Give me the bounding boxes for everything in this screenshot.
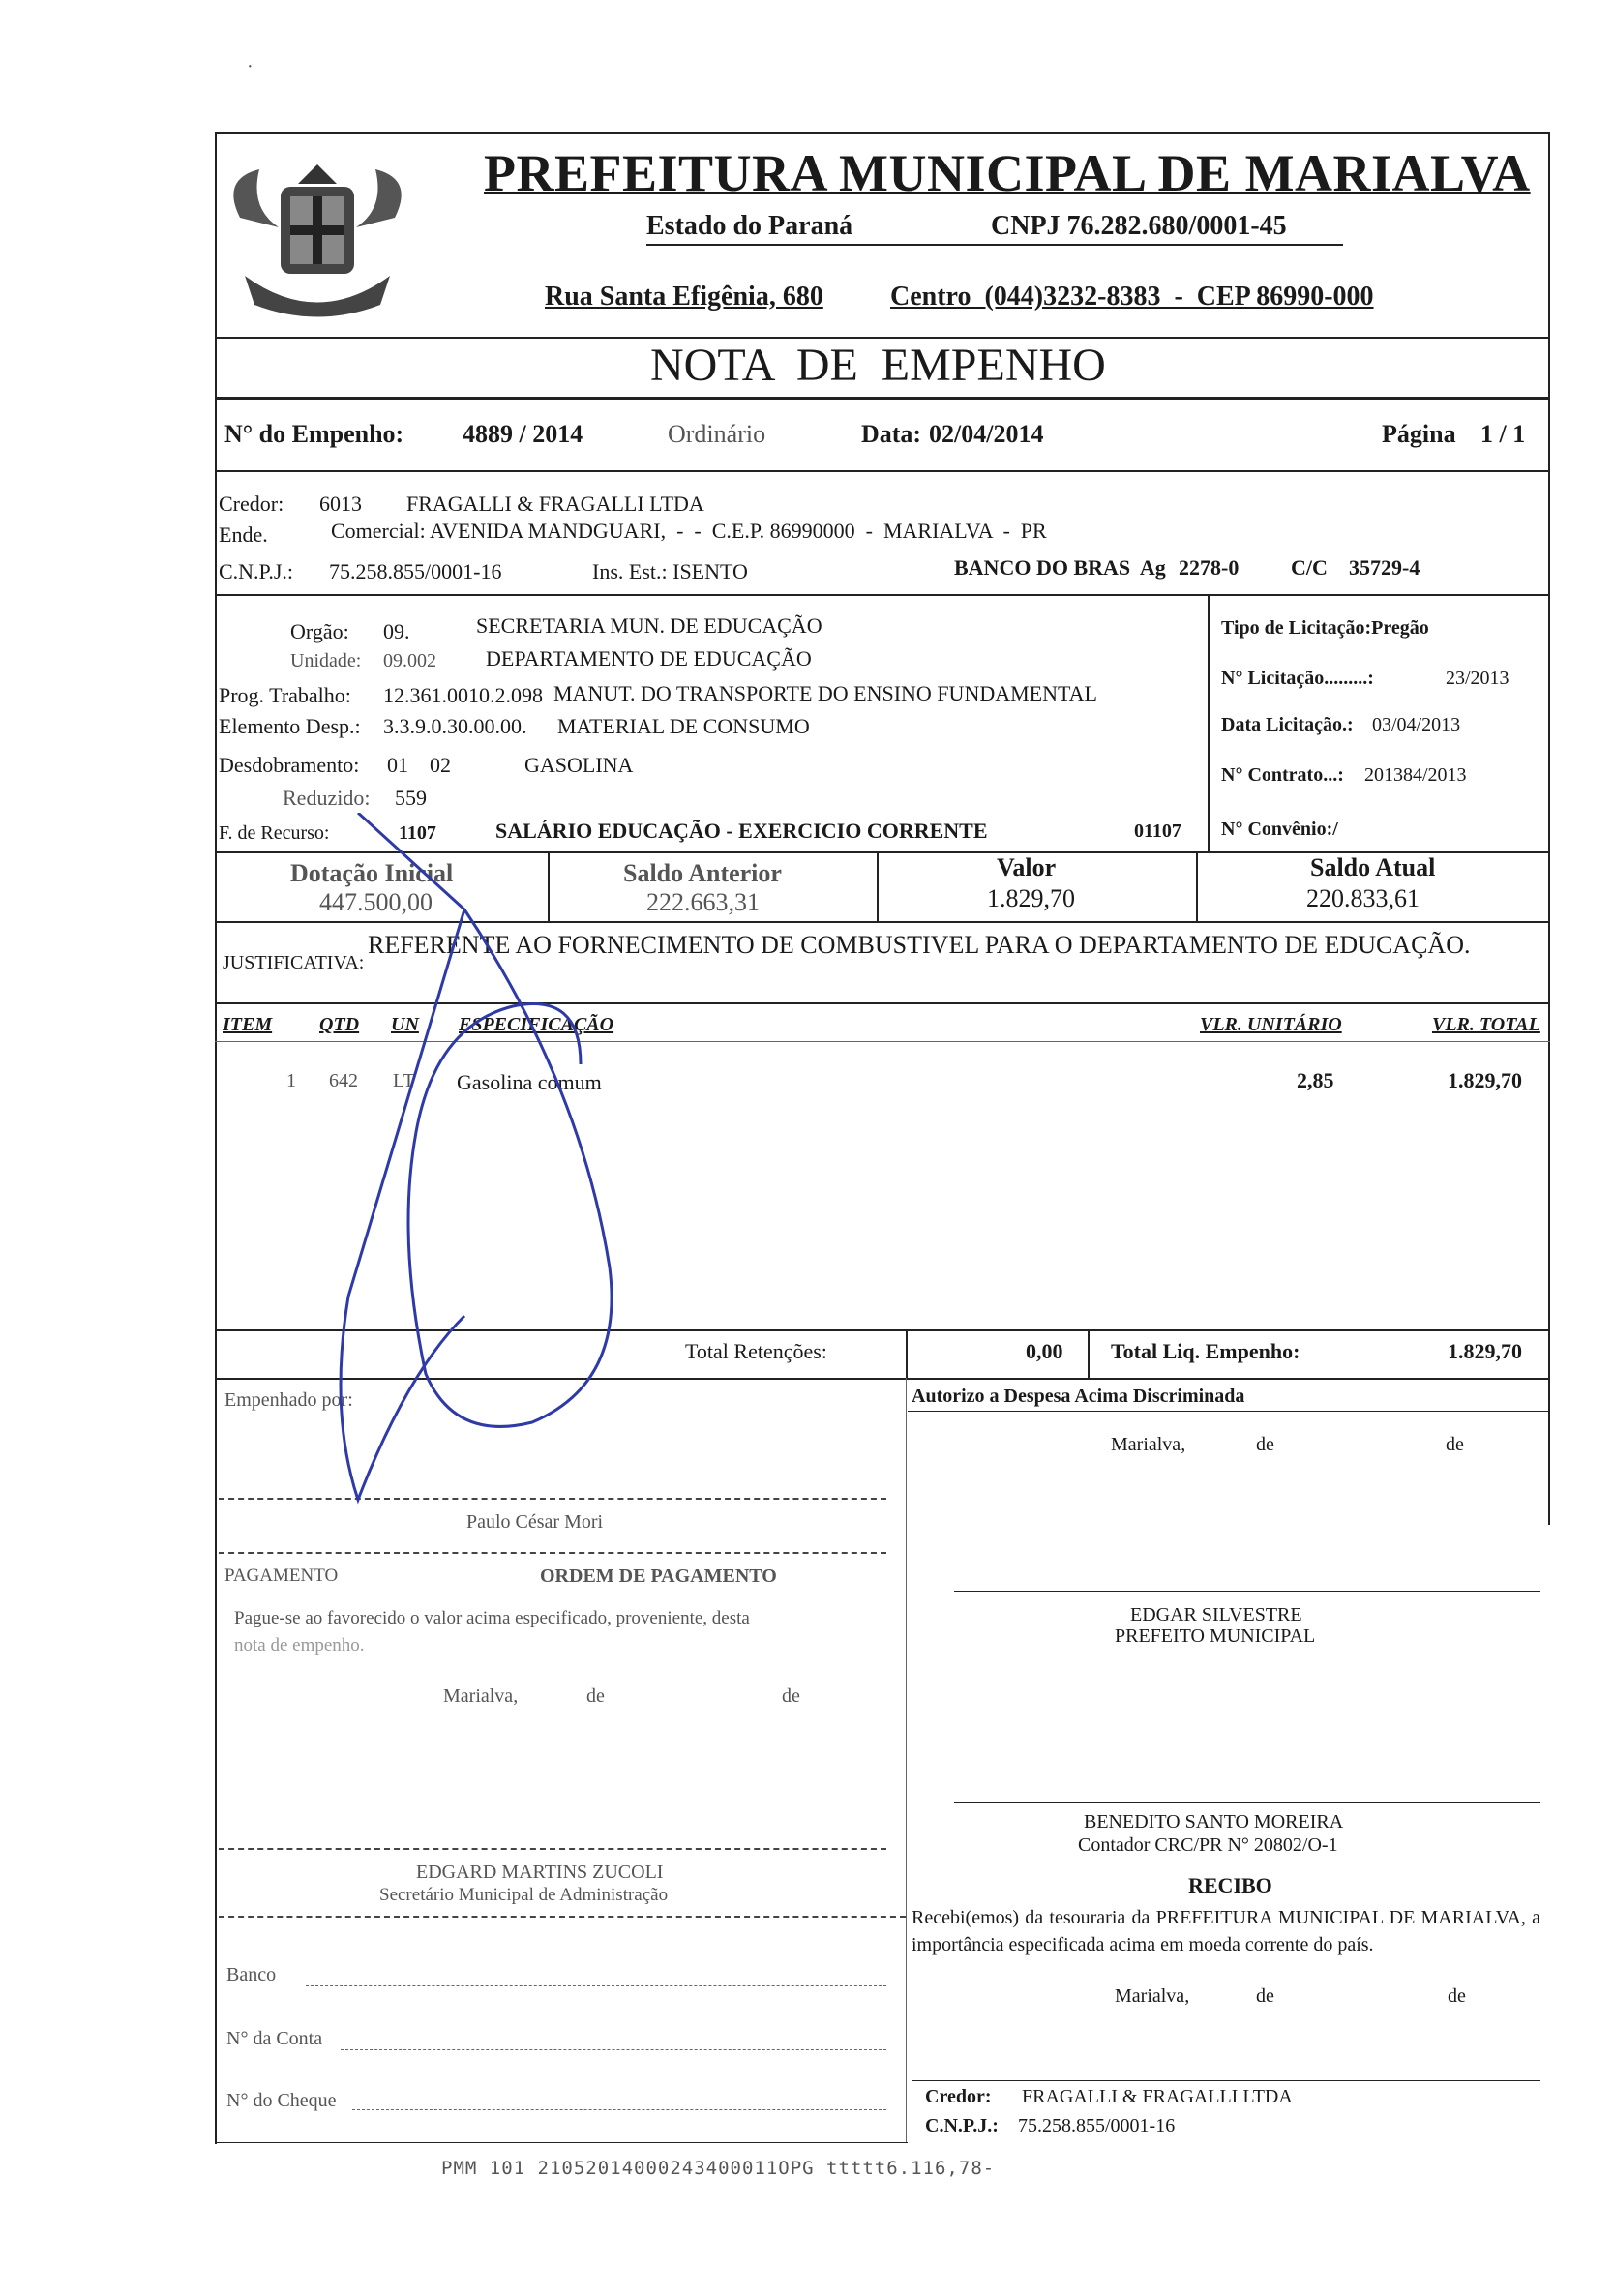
prefeito-role: PREFEITO MUNICIPAL <box>1115 1625 1316 1647</box>
title-divider <box>215 397 1550 400</box>
retencoes-value: 0,00 <box>1026 1339 1063 1363</box>
recibo-cnpj: 75.258.855/0001-16 <box>1018 2115 1176 2136</box>
date-value: 02/04/2014 <box>929 420 1044 448</box>
address-label: Rua Santa Efigênia, 680 <box>545 282 823 312</box>
page-title: PREFEITURA MUNICIPAL DE MARIALVA <box>484 144 1531 202</box>
liq-value: 1.829,70 <box>1448 1339 1522 1363</box>
totals-sep-1 <box>906 1329 908 1380</box>
scan-mark: · <box>247 56 254 77</box>
col-header-unit-price: VLR. UNITÁRIO <box>1200 1014 1342 1035</box>
unidade-code: 09.002 <box>383 650 436 671</box>
item-unit-price: 2,85 <box>1297 1068 1334 1092</box>
right-de-1: de <box>1256 1434 1274 1455</box>
ordem-text-1: Pague-se ao favorecido o valor acima especificado, proveniente, desta <box>234 1608 750 1628</box>
item-total: 1.829,70 <box>1448 1068 1522 1092</box>
saldo-anterior-label: Saldo Anterior <box>623 859 782 887</box>
coat-of-arms-logo <box>221 160 414 329</box>
licitacao-data: 03/04/2013 <box>1372 714 1461 735</box>
frame-bottom <box>215 2142 908 2143</box>
pagamento-label: PAGAMENTO <box>224 1565 339 1586</box>
empenho-number-label: N° do Empenho: <box>224 420 404 448</box>
credor-address: Comercial: AVENIDA MANDGUARI, - - C.E.P. 86990000 - MARIALVA - PR <box>331 519 1047 543</box>
prog-name: MANUT. DO TRANSPORTE DO ENSINO FUNDAMENTAL <box>553 681 1097 705</box>
credor-cnpj-label: C.N.P.J.: <box>219 559 294 583</box>
saldo-atual-value: 220.833,61 <box>1306 884 1420 912</box>
unidade-label: Unidade: <box>290 650 362 671</box>
recibo-credor-label: Credor: <box>925 2086 992 2107</box>
totals-sep-2 <box>1088 1329 1090 1380</box>
desdobramento-label: Desdobramento: <box>219 753 360 777</box>
credor-sign-line <box>912 2080 1540 2081</box>
banco-top-line <box>219 1916 906 1918</box>
item-un: LT <box>393 1070 415 1091</box>
elemento-label: Elemento Desp.: <box>219 714 361 738</box>
reduzido-label: Reduzido: <box>283 786 371 810</box>
footer-code: PMM 101 21052014000243400011OPG ttttt6.116,78- <box>441 2158 996 2179</box>
frame-left <box>215 132 217 2144</box>
signer2-line <box>219 1848 886 1850</box>
bank-agency: 2278-0 <box>1179 555 1240 580</box>
district-phone-label: Centro (044)3232-8383 - CEP 86990-000 <box>890 282 1374 312</box>
conta-label: N° da Conta <box>226 2028 323 2049</box>
marialva-place-3: Marialva, <box>1115 1985 1190 2007</box>
recibo-title: RECIBO <box>1188 1873 1272 1897</box>
credor-label: Credor: <box>219 492 284 516</box>
credor-cnpj: 75.258.855/0001-16 <box>329 559 502 583</box>
justificativa-label: JUSTIFICATIVA: <box>223 952 365 973</box>
frame-top <box>215 132 1550 134</box>
marialva-place-2: Marialva, <box>1111 1434 1186 1455</box>
recibo-text: Recebi(emos) da tesouraria da PREFEITURA MUNICIPAL DE MARIALVA, a importância especificada acima em moeda corrente do país. <box>912 1907 1540 1955</box>
col-header-qtd: QTD <box>319 1014 360 1035</box>
liq-label: Total Liq. Empenho: <box>1111 1339 1300 1363</box>
orgao-code: 09. <box>383 619 410 643</box>
autorizo-text: Autorizo a Despesa Acima Discriminada <box>912 1386 1245 1407</box>
empenho-type: Ordinário <box>668 420 766 448</box>
page-value: 1 / 1 <box>1480 420 1526 448</box>
empenhado-label: Empenhado por: <box>224 1389 353 1411</box>
empenho-number: 4889 / 2014 <box>463 420 583 448</box>
contrato-value: 201384/2013 <box>1364 764 1467 786</box>
convenio-label: N° Convênio:/ <box>1221 819 1338 840</box>
recurso-name: SALÁRIO EDUCAÇÃO - EXERCICIO CORRENTE <box>495 819 988 843</box>
saldo-atual-label: Saldo Atual <box>1310 853 1436 881</box>
cnpj-label: CNPJ 76.282.680/0001-45 <box>991 211 1287 241</box>
recibo-credor: FRAGALLI & FRAGALLI LTDA <box>1022 2086 1293 2107</box>
right-de-2: de <box>1446 1434 1464 1455</box>
right-de-3: de <box>1256 1985 1274 2007</box>
orgao-label: Orgão: <box>290 619 349 643</box>
right-de-4: de <box>1448 1985 1466 2007</box>
credor-divider <box>215 594 1550 596</box>
empenho-divider <box>215 470 1550 472</box>
dotacao-label: Dotação Inicial <box>290 859 454 887</box>
desdobramento-name: GASOLINA <box>524 753 634 777</box>
reduzido-value: 559 <box>395 786 427 810</box>
cheque-label: N° do Cheque <box>226 2090 337 2111</box>
retencoes-label: Total Retenções: <box>685 1339 827 1363</box>
item-qtd: 642 <box>329 1070 358 1091</box>
saldos-sep-3 <box>1196 851 1198 921</box>
licitacao-data-label: Data Licitação.: <box>1221 714 1354 735</box>
prog-code: 12.361.0010.2.098 <box>383 683 543 707</box>
saldo-anterior-value: 222.663,31 <box>646 888 760 916</box>
handwritten-signature <box>290 813 658 1509</box>
banco-label: Banco <box>226 1964 277 1985</box>
col-header-item: ITEM <box>223 1014 273 1035</box>
signer2-name: EDGARD MARTINS ZUCOLI <box>416 1862 664 1883</box>
col-header-spec: ESPECIFICAÇÃO <box>459 1014 614 1035</box>
elemento-code: 3.3.9.0.30.00.00. <box>383 714 527 738</box>
autorizo-underline <box>908 1411 1550 1412</box>
doc-title: NOTA DE EMPENHO <box>650 340 1106 391</box>
valor-value: 1.829,70 <box>987 884 1075 912</box>
date-label: Data: <box>861 420 922 448</box>
col-header-un: UN <box>391 1014 419 1035</box>
frame-right <box>1548 132 1550 1525</box>
cc-label: C/C <box>1291 555 1328 580</box>
lower-separator <box>906 1378 907 2142</box>
state-underline <box>646 244 1343 246</box>
credor-name: FRAGALLI & FRAGALLI LTDA <box>406 492 704 516</box>
licitacao-numero: 23/2013 <box>1446 668 1509 689</box>
unidade-name: DEPARTAMENTO DE EDUCAÇÃO <box>486 646 812 671</box>
marialva-place-1: Marialva, <box>443 1685 519 1707</box>
item-number: 1 <box>286 1070 296 1091</box>
cc-value: 35729-4 <box>1349 555 1420 580</box>
date-de-1: de <box>586 1685 605 1707</box>
dotacao-value: 447.500,00 <box>319 888 433 916</box>
state-label: Estado do Paraná <box>646 211 853 241</box>
col-header-total: VLR. TOTAL <box>1432 1014 1540 1035</box>
contador-name: BENEDITO SANTO MOREIRA <box>1084 1811 1344 1833</box>
conta-field[interactable] <box>341 2049 886 2050</box>
ordem-text-2: nota de empenho. <box>234 1635 365 1655</box>
cheque-field[interactable] <box>352 2109 886 2110</box>
recurso-code: 1107 <box>399 822 436 844</box>
address-field-label: Ende. <box>219 522 268 547</box>
contrato-label: N° Contrato...: <box>1221 764 1344 786</box>
recibo-cnpj-label: C.N.P.J.: <box>925 2115 999 2136</box>
date-de-2: de <box>782 1685 800 1707</box>
credor-ie: Ins. Est.: ISENTO <box>592 559 748 583</box>
saldos-sep-2 <box>877 851 879 921</box>
prog-label: Prog. Trabalho: <box>219 683 351 707</box>
ordem-label: ORDEM DE PAGAMENTO <box>540 1565 777 1587</box>
justificativa-text: REFERENTE AO FORNECIMENTO DE COMBUSTIVEL PARA O DEPARTAMENTO DE EDUCAÇÃO. <box>368 931 1471 959</box>
pagamento-top-line <box>219 1552 886 1554</box>
banco-field[interactable] <box>306 1985 886 1986</box>
bank-name: BANCO DO BRAS Ag <box>954 555 1166 580</box>
contador-role: Contador CRC/PR N° 20802/O-1 <box>1078 1834 1338 1856</box>
orgao-name: SECRETARIA MUN. DE EDUCAÇÃO <box>476 613 822 638</box>
credor-code: 6013 <box>319 492 362 516</box>
recurso-code-2: 01107 <box>1134 820 1181 842</box>
valor-label: Valor <box>997 853 1057 881</box>
signer2-role: Secretário Municipal de Administração <box>379 1885 669 1905</box>
recurso-label: F. de Recurso: <box>219 822 330 844</box>
licitacao-tipo: Tipo de Licitação:Pregão <box>1221 617 1429 639</box>
page-label: Página <box>1382 420 1456 448</box>
licitacao-separator <box>1208 594 1210 853</box>
prefeito-name: EDGAR SILVESTRE <box>1130 1604 1302 1625</box>
licitacao-numero-label: N° Licitação.........: <box>1221 668 1374 689</box>
elemento-name: MATERIAL DE CONSUMO <box>557 714 810 738</box>
signer1-name: Paulo César Mori <box>466 1511 604 1533</box>
desdobramento-code: 01 02 <box>387 753 451 777</box>
prefeito-line <box>954 1591 1540 1592</box>
item-spec: Gasolina comum <box>457 1070 602 1094</box>
contador-line <box>954 1802 1540 1803</box>
